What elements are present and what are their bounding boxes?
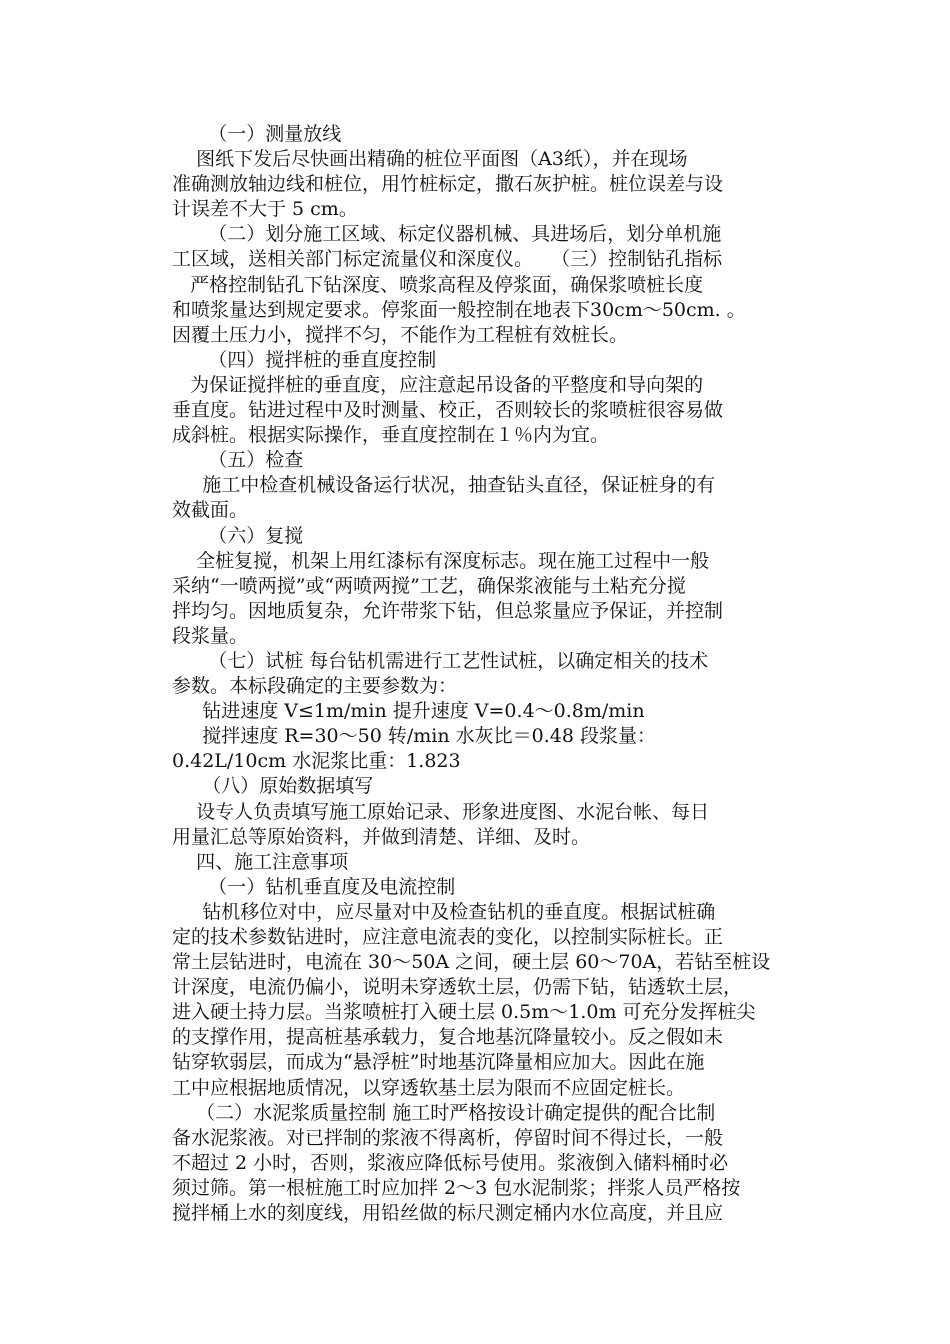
text-line: 图纸下发后尽快画出精确的桩位平面图（A3纸），并在现场 (172, 148, 688, 171)
text-line: 钻穿软弱层，而成为“悬浮桩”时地基沉降量相应加大。因此在施 (172, 1051, 705, 1074)
text-line: 效截面。 (172, 499, 249, 522)
text-line: （七）试桩 每台钻机需进行工艺性试桩，以确定相关的技术 (172, 649, 709, 672)
text-line: 须过筛。第一根桩施工时应加拌 2～3 包水泥制浆；拌浆人员严格按 (172, 1176, 741, 1199)
text-line: （六）复搅 (172, 524, 304, 547)
text-line: （八）原始数据填写 (172, 775, 374, 798)
text-line: （二）水泥浆质量控制 施工时严格按设计确定提供的配合比制 (172, 1101, 716, 1124)
text-line: 计误差不大于 5 cm。 (172, 198, 358, 221)
text-line: （一）测量放线 (172, 123, 342, 145)
document-body (172, 122, 812, 1226)
text-line: 为保证搅拌桩的垂直度，应注意起吊设备的平整度和导向架的 (172, 373, 704, 396)
text-line: 参数。本标段确定的主要参数为： (172, 675, 458, 698)
text-line: （四）搅拌桩的垂直度控制 (172, 348, 437, 371)
text-line: 常土层钻进时，电流在 30～50A 之间，硬土层 60～70A，若钻至桩设 (172, 951, 771, 974)
text-line: （五）检查 (172, 449, 304, 472)
text-line: 的支撑作用，提高桩基承载力，复合地基沉降量较小。反之假如未 (172, 1026, 724, 1049)
text-line: 和喷浆量达到规定要求。停浆面一般控制在地表下30cm～50cm. 。 (172, 298, 746, 321)
text-line: 施工中检查机械设备运行状况，抽查钻头直径，保证桩身的有 (172, 474, 716, 497)
text-line: 用量汇总等原始资料，并做到清楚、详细、及时。 (172, 825, 591, 848)
text-line: 四、施工注意事项 (172, 850, 349, 873)
text-line: 拌均匀。因地质复杂，允许带浆下钻，但总浆量应予保证，并控制 (172, 599, 724, 622)
text-line: 因覆土压力小，搅拌不匀，不能作为工程桩有效桩长。 (172, 323, 629, 346)
text-line: 工区域，送相关部门标定流量仪和深度仪。 （三）控制钻孔指标 (172, 248, 723, 271)
text-line: 段浆量。 (172, 624, 249, 647)
text-line: 设专人负责填写施工原始记录、形象进度图、水泥台帐、每日 (172, 800, 710, 823)
text-line: 进入硬土持力层。当浆喷桩打入硬土层 0.5m～1.0m 可充分发挥桩尖 (172, 1001, 756, 1024)
text-line: 定的技术参数钻进时，应注意电流表的变化，以控制实际桩长。正 (172, 926, 724, 948)
text-line: 成斜桩。根据实际操作，垂直度控制在１％内为宜。 (172, 424, 610, 447)
text-line: 全桩复搅，机架上用红漆标有深度标志。现在施工过程中一般 (172, 549, 710, 572)
text-line: （一）钻机垂直度及电流控制 (172, 875, 456, 898)
text-line: 钻机移位对中，应尽量对中及检查钻机的垂直度。根据试桩确 (172, 900, 716, 923)
text-line: 垂直度。钻进过程中及时测量、校正，否则较长的浆喷桩很容易做 (172, 399, 724, 422)
text-line: 不超过 2 小时，否则，浆液应降低标号使用。浆液倒入储料桶时必 (172, 1151, 729, 1174)
text-line: 搅拌桶上水的刻度线，用铅丝做的标尺测定桶内水位高度，并且应 (172, 1202, 724, 1225)
text-line: 搅拌速度 R=30～50 转/min 水灰比＝0.48 段浆量： (172, 725, 656, 748)
text-line: 采纳“一喷两搅”或“两喷两搅”工艺，确保浆液能与土粘充分搅 (172, 574, 686, 597)
text-line: 计深度，电流仍偏小，说明未穿透软土层，仍需下钻，钻透软土层， (172, 976, 743, 999)
text-line: 备水泥浆液。对已拌制的浆液不得离析，停留时间不得过长，一般 (172, 1126, 724, 1149)
text-line: 工中应根据地质情况，以穿透软基土层为限而不应固定桩长。 (172, 1076, 686, 1099)
text-line: 准确测放轴边线和桩位，用竹桩标定，撒石灰护桩。桩位误差与设 (172, 173, 724, 196)
text-line: 严格控制钻孔下钻深度、喷浆高程及停浆面，确保浆喷桩长度 (172, 273, 704, 296)
text-line: （二）划分施工区域、标定仪器机械、具进场后，划分单机施 (172, 223, 722, 246)
text-line: 0.42L/10cm 水泥浆比重：1.823 (172, 750, 461, 773)
text-line: 钻进速度 V≤1m/min 提升速度 V=0.4～0.8m/min (172, 700, 645, 723)
